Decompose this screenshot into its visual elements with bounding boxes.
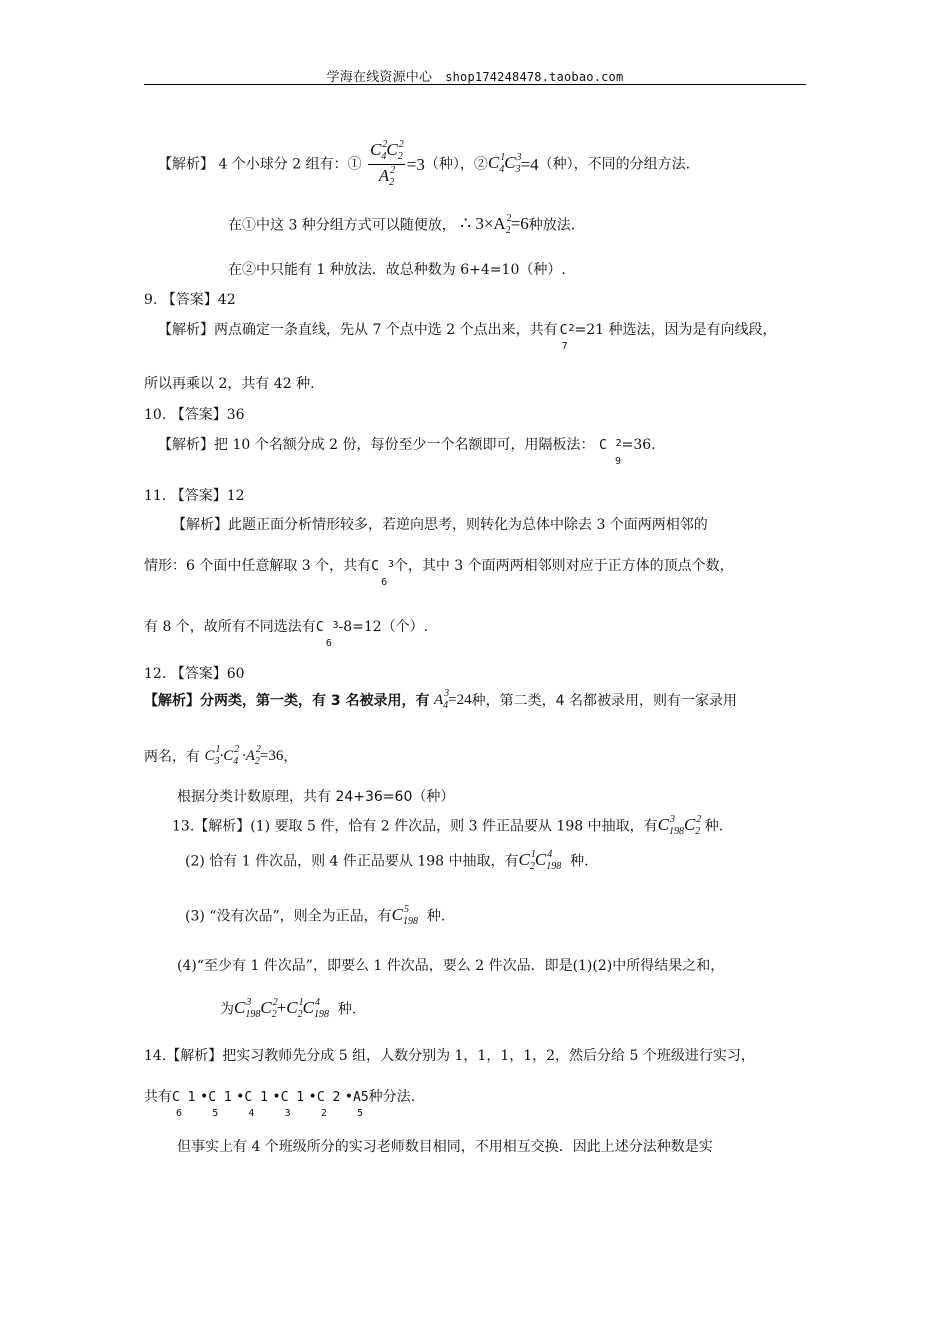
q11-explanation-b: 情形：6 个面中任意解取 3 个，共有C $^3$ 6 个，其中 3 个面两两相邻则对应于正方体的顶点个数， [144, 558, 734, 588]
header-rule [144, 84, 806, 85]
q12-explanation-a: 【解析】分两类，第一类，有 3 名被录用，有 $A^3_4=24$种，第二类，4 名都被录用，则有一家录用 [144, 688, 737, 711]
math-c51: C 1 5 [208, 1090, 232, 1119]
math-c72: $C^2$ 7 [559, 323, 575, 352]
math-c31: C 1 3 [280, 1090, 305, 1119]
math-c92: C $^2$ 9 [598, 438, 622, 467]
q11-explanation-c: 有 8 个，故所有不同选法有C $^3$ 6 -8=12（个）. [144, 619, 429, 649]
math-sum: $C^3_{198}C^2_2+C^1_2C^4_{198}$ [234, 997, 329, 1020]
math-c22: C 2 2 [316, 1090, 341, 1119]
q14-line-2: 共有C 1 6 •C 1 5 •C 1 4 •C 1 3 •C 2 2 •A5 5 种分法. [144, 1089, 416, 1119]
math-c41: C 1 4 [244, 1090, 268, 1119]
header-shop: shop174248478.taobao.com [445, 70, 624, 84]
math-3xa22: ∴ $3\times A^2_2=6$ [460, 213, 529, 236]
q9-explanation-a: 【解析】两点确定一条直线，先从 7 个点中选 2 个点出来，共有 $C^2$ 7 =21 种选法，因为是有向线段， [158, 322, 777, 352]
q11-explanation-a: 【解析】此题正面分析情形较多，若逆向思考，则转化为总体中除去 3 个面两两相邻的 [172, 517, 708, 533]
q10-explanation: 【解析】把 10 个名额分成 2 份，每份至少一个名额即可，用隔板法： C $^2$ 9 =36. [158, 437, 656, 467]
q9-explanation-c: 所以再乘以 2，共有 42 种. [144, 376, 315, 392]
math-c31c42a22: $C^1_3\cdot C^2_4 \cdot A^2_2=36$ [204, 744, 284, 767]
q13-part-1: 13.【解析】(1) 要取 5 件，恰有 2 件次品，则 3 件正品要从 198 中抽取，有$C^3_{198}C^2_2$ 种. [172, 814, 724, 837]
fraction-c42c22-over-a22: $\frac{C^2_4C^2_2}{A^2_2}$ [370, 139, 404, 188]
page-header [0, 66, 950, 85]
math-a43: $A^3_4=24$ [433, 688, 472, 711]
q13-part-2: (2) 恰有 1 件次品，则 4 件正品要从 198 中抽取，有$C^1_2C^4_{198}$ 种. [185, 849, 589, 872]
math-a55: A5 5 [353, 1090, 369, 1119]
analysis-line-2: 在①中这 3 种分组方式可以随便放， ∴ $3\times A^2_2=6$种放法. [228, 213, 576, 236]
q14-line-1: 14.【解析】把实习教师先分成 5 组，人数分别为 1，1，1，1，2，然后分给 5 个班级进行实习， [144, 1048, 755, 1064]
math-c21c1984: $C^1_2C^4_{198}$ [518, 849, 562, 872]
header-site: 学海在线资源中心 [326, 70, 433, 85]
q9-answer: 9. 【答案】42 [144, 292, 236, 308]
q12-explanation-c: 根据分类计数原理，共有 24+36=60（种） [177, 789, 455, 805]
math-c1985: $C^5_{198}$ [391, 904, 418, 927]
q13-part-4: (4)“至少有 1 件次品”，即要么 1 件次品，要么 2 件次品．即是(1)(2)中所得结果之和， [177, 958, 725, 974]
q11-answer: 11. 【答案】12 [144, 488, 245, 504]
analysis-line-1: 【解析】 4 个小球分 2 组有：① $\frac{C^2_4C^2_2}{A^2_2}$ =3（种），$②C^1_4C^3_3=4$（种），不同的分组方法. [158, 139, 691, 188]
math-c41c33: $C^1_4C^3_3$ [487, 152, 522, 175]
analysis-line-3: 在②中只能有 1 种放法．故总种数为 6+4=10（种）. [228, 262, 566, 278]
q10-answer: 10. 【答案】36 [144, 407, 245, 423]
math-c1983c22: $C^3_{198}C^2_2$ [657, 814, 702, 837]
math-c63b: C $^3$ 6 [315, 620, 339, 649]
q13-part-3: (3) “没有次品”，则全为正品，有$C^5_{198}$ 种. [185, 904, 446, 927]
math-c61: C 1 6 [172, 1090, 196, 1119]
q12-answer: 12. 【答案】60 [144, 666, 245, 682]
q12-explanation-b: 两名，有 $C^1_3\cdot C^2_4 \cdot A^2_2=36$， [144, 744, 298, 767]
math-c63: C $^3$ 6 [371, 559, 394, 588]
q14-line-3: 但事实上有 4 个班级所分的实习老师数目相同，不用相互交换．因此上述分法种数是实 [177, 1139, 713, 1155]
q13-part-4-formula: 为$C^3_{198}C^2_2+C^1_2C^4_{198}$ 种. [220, 997, 357, 1020]
